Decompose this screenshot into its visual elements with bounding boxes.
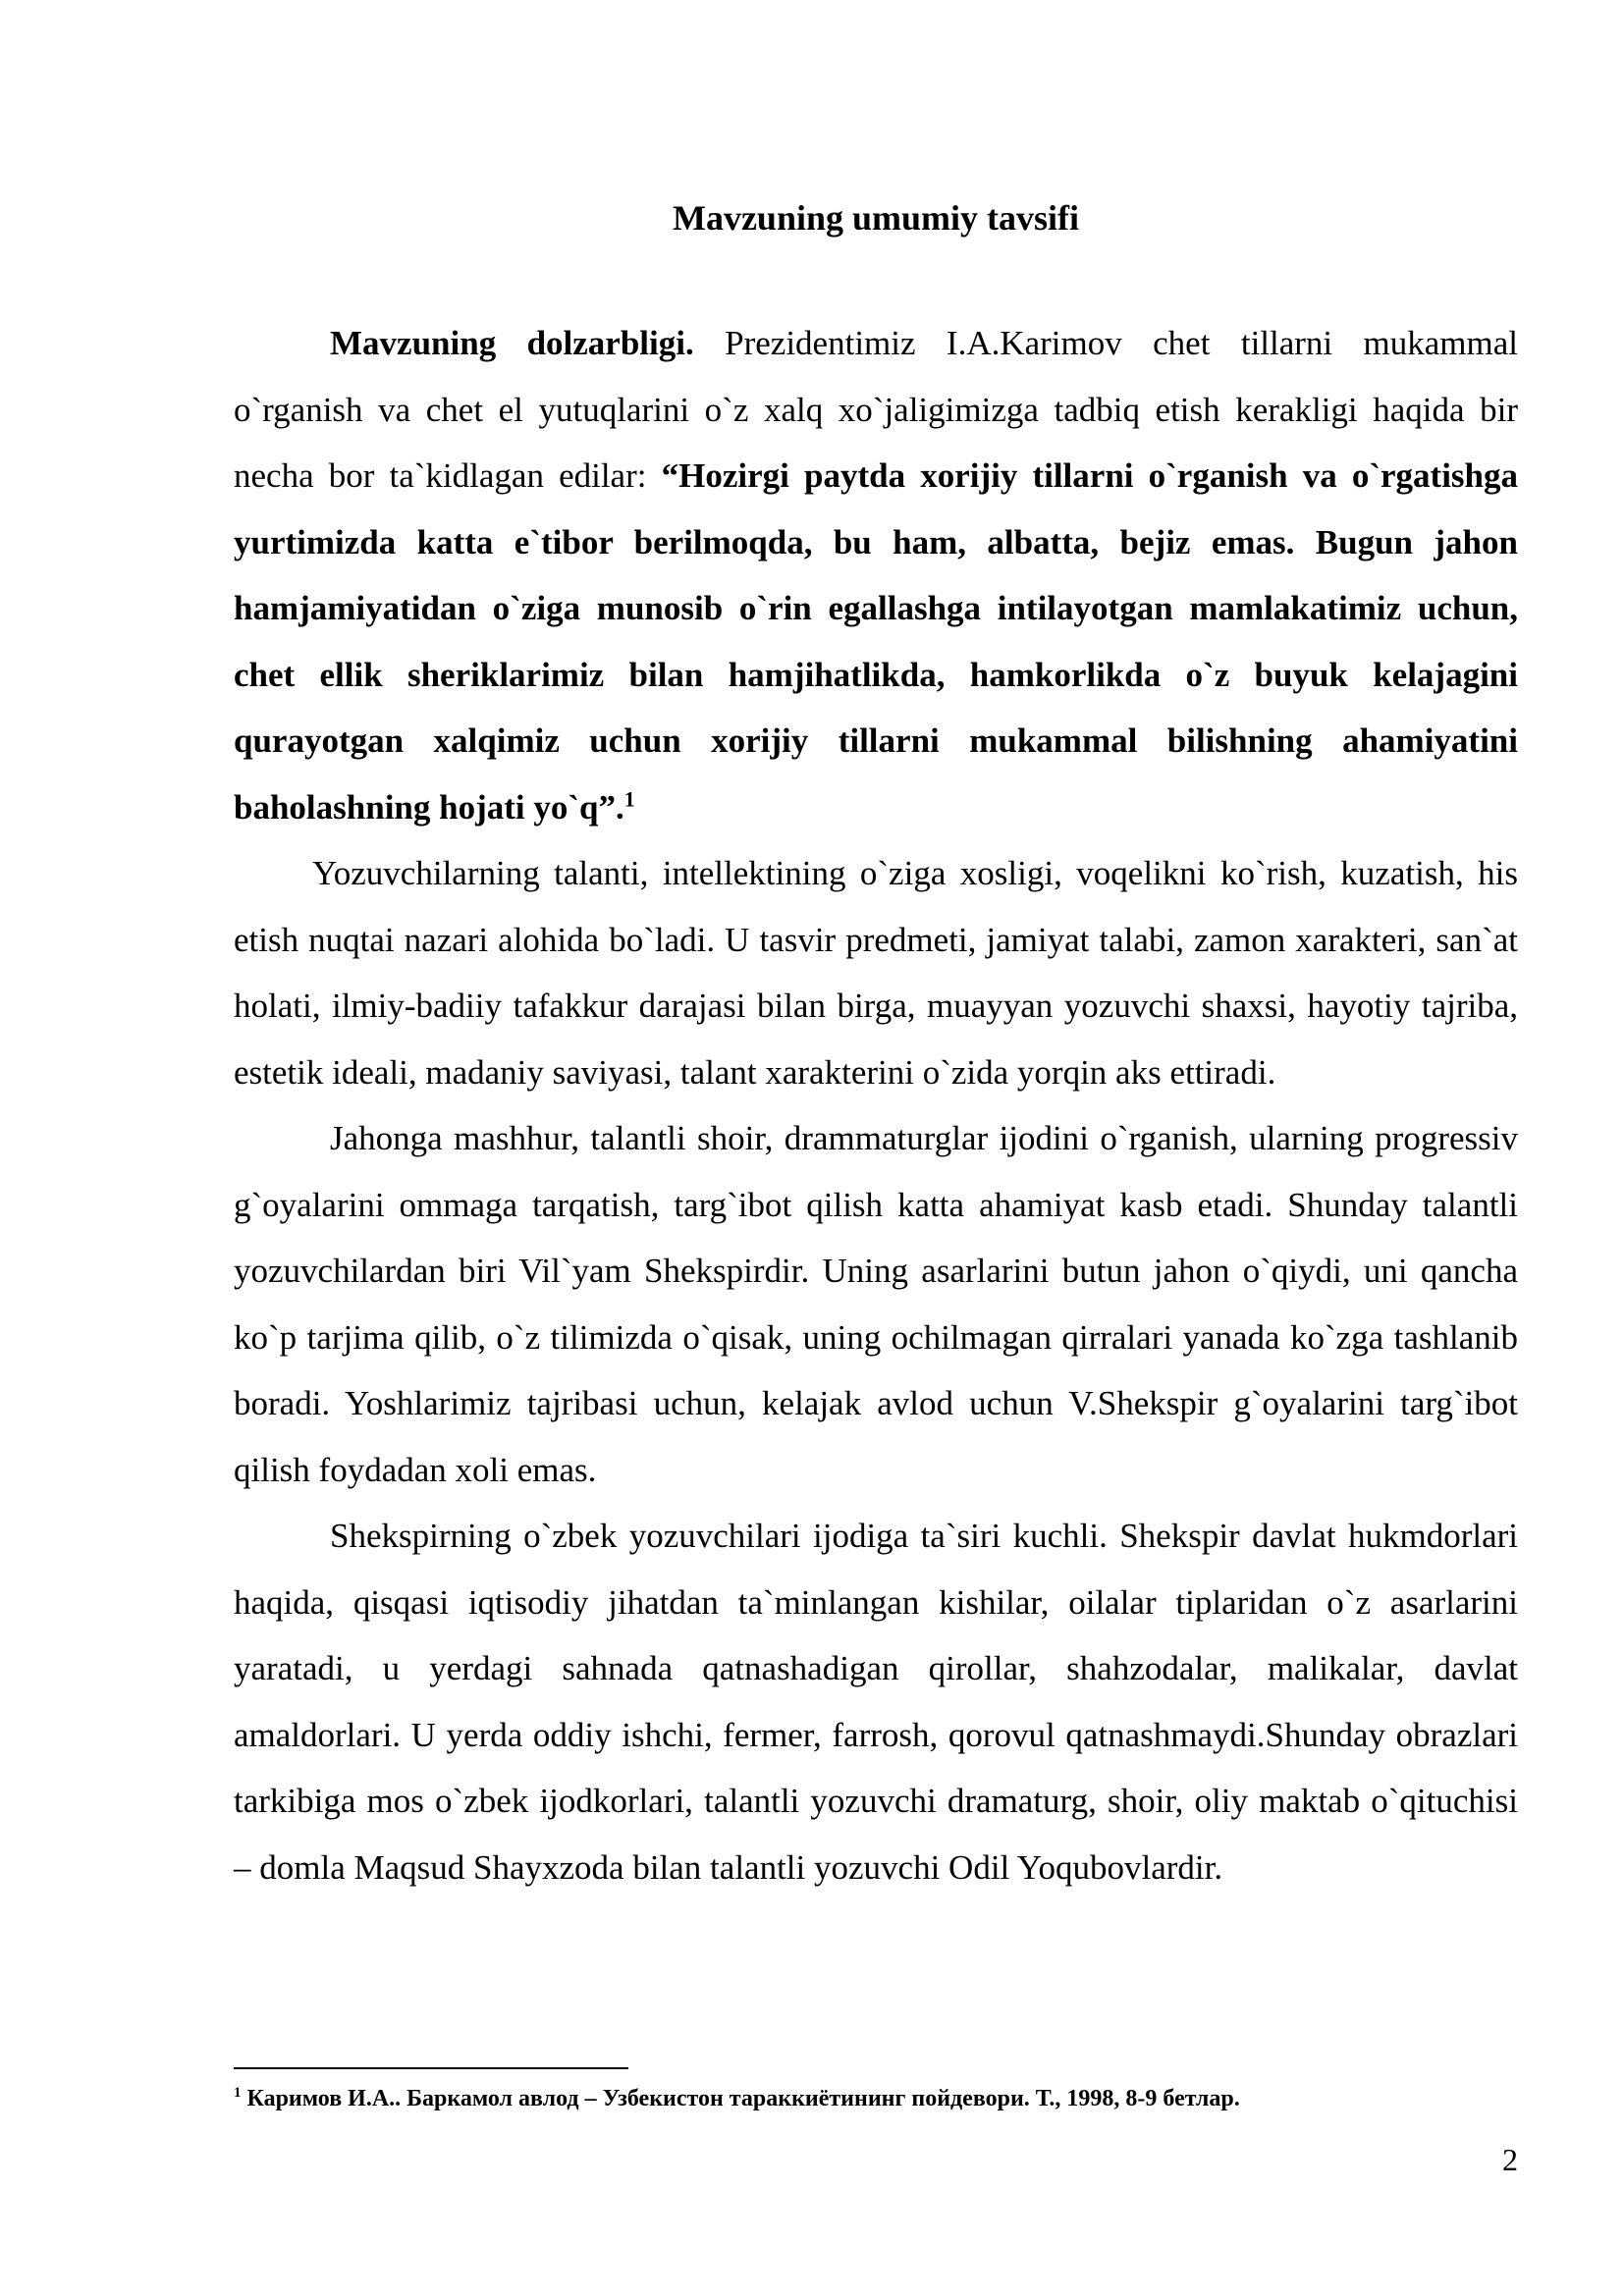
- paragraph-writers-talent: Yozuvchilarning talanti, intellektining o`ziga xosligi, voqelikni ko`rish, kuzatish, his etish nuqtai nazari alohida bo`ladi. U tasvir predmeti, jamiyat talabi, zamon xarakteri, san`at holati, ilmiy-badiiy tafakkur darajasi bilan birga, muayyan yozuvchi shaxsi, hayotiy tajriba, estetik ideali, madaniy saviyasi, talant xarakterini o`zida yorqin aks ettiradi.: [234, 854, 1518, 1092]
- paragraph-uzbek-influence: Shekspirning o`zbek yozuvchilari ijodiga ta`siri kuchli. Shekspir davlat hukmdorlari haqida, qisqasi iqtisodiy jihatdan ta`minlangan kishilar, oilalar tiplaridan o`z asarlarini yaratadi, u yerdagi sahnada qatnashadigan qirollar, shahzodalar, malikalar, davlat amaldorlari. U yerda oddiy ishchi, fermer, farrosh, qorovul qatnashmaydi.Shunday obrazlari tarkibiga mos o`zbek ijodkorlari, talantli yozuvchi dramaturg, shoir, oliy maktab o`qituchisi – domla Maqsud Shayxzoda bilan talantli yozuvchi Odil Yoqubovlardir.: [234, 1517, 1518, 1887]
- paragraph-shakespeare: Jahonga mashhur, talantli shoir, drammaturglar ijodini o`rganish, ularning progressiv g`oyalarini ommaga tarqatish, targ`ibot qilish katta ahamiyat kasb etadi. Shunday talantli yozuvchilardan biri Vil`yam Shekspirdir. Uning asarlarini butun jahon o`qiydi, uni qancha ko`p tarjima qilib, o`z tilimizda o`qisak, uning ochilmagan qirralari yanada ko`zga tashlanib boradi. Yoshlarimiz tajribasi uchun, kelajak avlod uchun V.Shekspir g`oyalarini targ`ibot qilish foydadan xoli emas.: [234, 1119, 1518, 1489]
- footnote-separator: [234, 2067, 628, 2069]
- paragraph-relevance: [234, 310, 1518, 840]
- footnote-number: 1: [234, 2085, 242, 2101]
- footnote-text: Каримов И.А.. Баркамол авлод – Узбекистон тараккиётининг пойдевори. Т., 1998, 8-9 бетлар.: [246, 2086, 1240, 2111]
- president-quote: “Hozirgi paytda xorijiy tillarni o`rganish va o`rgatishga yurtimizda katta e`tibor berilmoqda, bu ham, albatta, bejiz emas. Bugun jahon hamjamiyatidan o`ziga munosib o`rin egallashga intilayotgan mamlakatimiz uchun, chet ellik sheriklarimiz bilan hamjihatlikda, hamkorlikda o`z buyuk kelajagini qurayotgan xalqimiz uchun xorijiy tillarni mukammal bilishning ahamiyatini baholashning hojati yo`q”.: [234, 456, 1519, 827]
- relevance-heading: Mavzuning dolzarbligi.: [330, 324, 694, 362]
- footnote: [234, 2083, 1518, 2114]
- section-title: Mavzuning umumiy tavsifi: [672, 198, 1080, 238]
- page-number: 2: [1502, 2142, 1518, 2177]
- relevance-text: Prezidentimiz I.A.Karimov chet tillarni mukammal o`rganish va chet el yutuqlarini o`z xalq xo`jaligimizga tadbiq etish kerakligi haqida bir necha bor ta`kidlagan edilar:: [234, 324, 1519, 495]
- footnote-reference: 1: [623, 785, 635, 811]
- page-body: [234, 194, 1518, 1900]
